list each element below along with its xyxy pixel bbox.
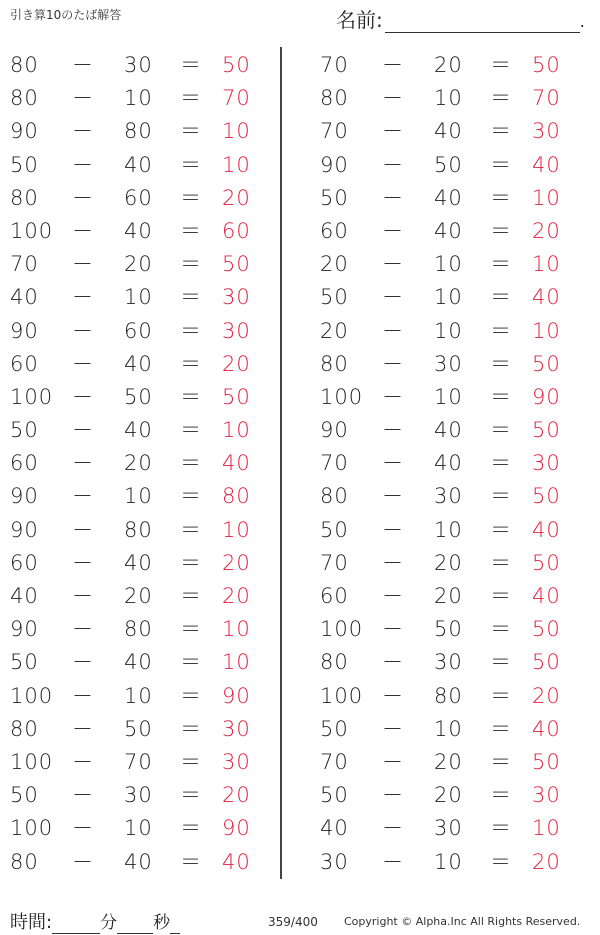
answer: 30 xyxy=(532,119,561,144)
subtrahend: 30 xyxy=(434,351,463,376)
name-blank-line xyxy=(385,12,580,33)
minus-sign: － xyxy=(72,816,94,841)
answer: 10 xyxy=(222,517,251,542)
minuend: 80 xyxy=(10,185,39,210)
equals-sign: ＝ xyxy=(180,318,202,343)
subtrahend: 20 xyxy=(124,451,153,476)
subtrahend: 30 xyxy=(124,783,153,808)
answer: 10 xyxy=(532,318,561,343)
subtrahend: 10 xyxy=(434,384,463,409)
minus-sign: － xyxy=(72,185,94,210)
minuend: 50 xyxy=(320,285,349,310)
equals-sign: ＝ xyxy=(180,53,202,77)
equals-sign: ＝ xyxy=(180,451,202,476)
minus-sign: － xyxy=(72,783,94,808)
answer: 20 xyxy=(532,849,561,874)
minus-sign: － xyxy=(72,716,94,741)
subtrahend: 50 xyxy=(124,716,153,741)
minuend: 100 xyxy=(10,384,54,409)
subtrahend: 20 xyxy=(124,252,153,277)
minuend: 50 xyxy=(10,650,39,675)
minus-sign: － xyxy=(72,484,94,509)
minus-sign: － xyxy=(382,849,404,874)
minuend: 100 xyxy=(10,816,54,841)
equals-sign: ＝ xyxy=(180,119,202,144)
equals-sign: ＝ xyxy=(180,218,202,243)
subtrahend: 50 xyxy=(124,384,153,409)
seconds-tail-blank xyxy=(170,913,180,934)
minus-sign: － xyxy=(72,119,94,144)
minuend: 20 xyxy=(320,252,349,277)
minuend: 70 xyxy=(10,252,39,277)
equals-sign: ＝ xyxy=(490,418,512,443)
minuend: 50 xyxy=(10,418,39,443)
answer: 50 xyxy=(222,384,251,409)
answer: 20 xyxy=(222,185,251,210)
answer: 50 xyxy=(532,418,561,443)
answer: 20 xyxy=(222,783,251,808)
minus-sign: － xyxy=(382,451,404,476)
subtrahend: 40 xyxy=(124,650,153,675)
minuend: 70 xyxy=(320,451,349,476)
answer: 30 xyxy=(222,749,251,774)
subtrahend: 40 xyxy=(124,218,153,243)
subtrahend: 50 xyxy=(434,152,463,177)
subtrahend: 10 xyxy=(124,86,153,111)
answer: 30 xyxy=(222,318,251,343)
minuend: 20 xyxy=(320,318,349,343)
answer: 10 xyxy=(222,152,251,177)
minus-sign: － xyxy=(72,252,94,277)
minuend: 80 xyxy=(320,484,349,509)
answer: 50 xyxy=(532,749,561,774)
equals-sign: ＝ xyxy=(490,451,512,476)
minus-sign: － xyxy=(382,617,404,642)
minus-sign: － xyxy=(382,517,404,542)
minuend: 90 xyxy=(320,152,349,177)
minuend: 60 xyxy=(320,584,349,608)
time-field xyxy=(10,908,180,934)
minuend: 90 xyxy=(10,318,39,343)
minuend: 80 xyxy=(320,86,349,111)
copyright: Copyright © Alpha.Inc All Rights Reserved. xyxy=(344,915,581,928)
subtrahend: 20 xyxy=(434,749,463,774)
minus-sign: － xyxy=(72,285,94,310)
equals-sign: ＝ xyxy=(490,119,512,144)
subtrahend: 80 xyxy=(434,683,463,708)
equals-sign: ＝ xyxy=(180,252,202,277)
minuend: 90 xyxy=(10,119,39,144)
subtrahend: 40 xyxy=(434,119,463,144)
answer: 40 xyxy=(532,285,561,310)
minuend: 100 xyxy=(320,617,364,642)
answer: 50 xyxy=(222,53,251,77)
minutes-unit: 分 xyxy=(100,913,118,933)
minus-sign: － xyxy=(72,152,94,177)
subtrahend: 20 xyxy=(124,584,153,608)
minuend: 70 xyxy=(320,53,349,77)
subtrahend: 10 xyxy=(434,517,463,542)
equals-sign: ＝ xyxy=(180,584,202,608)
equals-sign: ＝ xyxy=(490,218,512,243)
minuend: 50 xyxy=(10,152,39,177)
equals-sign: ＝ xyxy=(490,384,512,409)
equals-sign: ＝ xyxy=(490,716,512,741)
equals-sign: ＝ xyxy=(180,418,202,443)
minuend: 40 xyxy=(10,584,39,608)
minus-sign: － xyxy=(382,384,404,409)
minuend: 100 xyxy=(10,683,54,708)
equals-sign: ＝ xyxy=(490,318,512,343)
subtrahend: 60 xyxy=(124,318,153,343)
equals-sign: ＝ xyxy=(180,517,202,542)
equals-sign: ＝ xyxy=(180,152,202,177)
worksheet-title: 引き算10のたば解答 xyxy=(10,8,122,22)
subtrahend: 10 xyxy=(124,285,153,310)
subtrahend: 30 xyxy=(434,816,463,841)
equals-sign: ＝ xyxy=(180,550,202,575)
equals-sign: ＝ xyxy=(490,351,512,376)
minuend: 40 xyxy=(10,285,39,310)
subtrahend: 10 xyxy=(434,285,463,310)
minus-sign: － xyxy=(382,783,404,808)
subtrahend: 10 xyxy=(434,318,463,343)
answer: 70 xyxy=(222,86,251,111)
minuend: 80 xyxy=(320,351,349,376)
subtrahend: 40 xyxy=(434,451,463,476)
answer: 90 xyxy=(222,683,251,708)
minus-sign: － xyxy=(72,683,94,708)
equals-sign: ＝ xyxy=(180,716,202,741)
name-label: 名前: xyxy=(336,8,383,32)
equals-sign: ＝ xyxy=(180,484,202,509)
answer: 10 xyxy=(222,617,251,642)
equals-sign: ＝ xyxy=(180,617,202,642)
equals-sign: ＝ xyxy=(490,86,512,111)
equals-sign: ＝ xyxy=(180,285,202,310)
answer: 20 xyxy=(222,351,251,376)
equals-sign: ＝ xyxy=(490,484,512,509)
subtrahend: 20 xyxy=(434,53,463,77)
page-number: 359/400 xyxy=(268,915,318,929)
equals-sign: ＝ xyxy=(490,683,512,708)
answer: 50 xyxy=(532,53,561,77)
subtrahend: 20 xyxy=(434,783,463,808)
minuend: 80 xyxy=(10,53,39,77)
minus-sign: － xyxy=(382,318,404,343)
column-divider xyxy=(280,47,282,879)
subtrahend: 10 xyxy=(434,716,463,741)
equals-sign: ＝ xyxy=(180,86,202,111)
equals-sign: ＝ xyxy=(180,384,202,409)
answer: 10 xyxy=(222,418,251,443)
subtrahend: 20 xyxy=(434,550,463,575)
minus-sign: － xyxy=(72,218,94,243)
answer: 40 xyxy=(532,716,561,741)
minutes-blank xyxy=(52,913,100,934)
minus-sign: － xyxy=(382,716,404,741)
answer: 30 xyxy=(222,285,251,310)
equals-sign: ＝ xyxy=(490,517,512,542)
equals-sign: ＝ xyxy=(180,185,202,210)
minus-sign: － xyxy=(382,683,404,708)
answer: 40 xyxy=(532,584,561,608)
minus-sign: － xyxy=(382,418,404,443)
answer: 20 xyxy=(222,550,251,575)
minuend: 60 xyxy=(10,550,39,575)
minus-sign: － xyxy=(72,418,94,443)
answer: 10 xyxy=(532,816,561,841)
equals-sign: ＝ xyxy=(490,650,512,675)
subtrahend: 80 xyxy=(124,617,153,642)
answer: 80 xyxy=(222,484,251,509)
subtrahend: 10 xyxy=(434,849,463,874)
minus-sign: － xyxy=(382,285,404,310)
subtrahend: 40 xyxy=(434,185,463,210)
subtrahend: 40 xyxy=(434,218,463,243)
minuend: 100 xyxy=(10,749,54,774)
subtrahend: 10 xyxy=(434,86,463,111)
minus-sign: － xyxy=(72,584,94,608)
equals-sign: ＝ xyxy=(490,285,512,310)
equals-sign: ＝ xyxy=(490,550,512,575)
minus-sign: － xyxy=(72,318,94,343)
subtrahend: 40 xyxy=(124,152,153,177)
minuend: 80 xyxy=(10,849,39,874)
answer: 20 xyxy=(222,584,251,608)
subtrahend: 10 xyxy=(124,683,153,708)
equals-sign: ＝ xyxy=(490,783,512,808)
equals-sign: ＝ xyxy=(180,650,202,675)
subtrahend: 20 xyxy=(434,584,463,608)
answer: 50 xyxy=(532,650,561,675)
minuend: 50 xyxy=(320,716,349,741)
equals-sign: ＝ xyxy=(490,749,512,774)
subtrahend: 80 xyxy=(124,517,153,542)
answer: 40 xyxy=(222,849,251,874)
minuend: 90 xyxy=(10,617,39,642)
minuend: 80 xyxy=(320,650,349,675)
equals-sign: ＝ xyxy=(490,584,512,608)
subtrahend: 70 xyxy=(124,749,153,774)
minus-sign: － xyxy=(382,650,404,675)
minus-sign: － xyxy=(72,351,94,376)
minuend: 80 xyxy=(10,86,39,111)
subtrahend: 80 xyxy=(124,119,153,144)
answer: 90 xyxy=(532,384,561,409)
minus-sign: － xyxy=(72,451,94,476)
minuend: 50 xyxy=(320,783,349,808)
minuend: 100 xyxy=(10,218,54,243)
equals-sign: ＝ xyxy=(490,816,512,841)
answer: 50 xyxy=(532,351,561,376)
equals-sign: ＝ xyxy=(490,252,512,277)
equals-sign: ＝ xyxy=(490,152,512,177)
equals-sign: ＝ xyxy=(180,351,202,376)
subtrahend: 40 xyxy=(124,351,153,376)
minus-sign: － xyxy=(382,152,404,177)
subtrahend: 40 xyxy=(124,418,153,443)
minuend: 80 xyxy=(10,716,39,741)
minus-sign: － xyxy=(382,53,404,77)
equals-sign: ＝ xyxy=(490,617,512,642)
minuend: 50 xyxy=(320,185,349,210)
minus-sign: － xyxy=(72,53,94,77)
minus-sign: － xyxy=(382,550,404,575)
minuend: 100 xyxy=(320,683,364,708)
minuend: 60 xyxy=(320,218,349,243)
equals-sign: ＝ xyxy=(490,53,512,77)
minus-sign: － xyxy=(72,617,94,642)
minus-sign: － xyxy=(72,384,94,409)
minuend: 50 xyxy=(320,517,349,542)
answer: 40 xyxy=(222,451,251,476)
answer: 30 xyxy=(532,451,561,476)
minus-sign: － xyxy=(382,86,404,111)
answer: 10 xyxy=(222,650,251,675)
seconds-blank xyxy=(117,913,153,934)
answer: 10 xyxy=(532,252,561,277)
subtrahend: 30 xyxy=(434,484,463,509)
subtrahend: 10 xyxy=(124,816,153,841)
minuend: 60 xyxy=(10,351,39,376)
equals-sign: ＝ xyxy=(180,816,202,841)
minus-sign: － xyxy=(72,550,94,575)
minuend: 50 xyxy=(10,783,39,808)
answer: 20 xyxy=(532,683,561,708)
subtrahend: 50 xyxy=(434,617,463,642)
answer: 50 xyxy=(532,484,561,509)
minus-sign: － xyxy=(382,218,404,243)
subtrahend: 40 xyxy=(124,849,153,874)
answer: 50 xyxy=(532,617,561,642)
minus-sign: － xyxy=(72,650,94,675)
minuend: 70 xyxy=(320,119,349,144)
minuend: 100 xyxy=(320,384,364,409)
answer: 70 xyxy=(532,86,561,111)
minus-sign: － xyxy=(72,749,94,774)
equals-sign: ＝ xyxy=(180,849,202,874)
minuend: 90 xyxy=(10,484,39,509)
minuend: 70 xyxy=(320,550,349,575)
minus-sign: － xyxy=(382,749,404,774)
equals-sign: ＝ xyxy=(180,683,202,708)
equals-sign: ＝ xyxy=(180,783,202,808)
answer: 40 xyxy=(532,152,561,177)
minuend: 60 xyxy=(10,451,39,476)
subtrahend: 40 xyxy=(124,550,153,575)
answer: 40 xyxy=(532,517,561,542)
name-dot: . xyxy=(579,12,585,31)
answer: 90 xyxy=(222,816,251,841)
minuend: 70 xyxy=(320,749,349,774)
minuend: 90 xyxy=(320,418,349,443)
minus-sign: － xyxy=(72,86,94,111)
equals-sign: ＝ xyxy=(490,185,512,210)
subtrahend: 60 xyxy=(124,185,153,210)
time-label: 時間: xyxy=(10,912,53,933)
answer: 30 xyxy=(532,783,561,808)
equals-sign: ＝ xyxy=(490,849,512,874)
seconds-unit: 秒 xyxy=(153,913,171,933)
subtrahend: 30 xyxy=(124,53,153,77)
minuend: 90 xyxy=(10,517,39,542)
answer: 50 xyxy=(532,550,561,575)
answer: 50 xyxy=(222,252,251,277)
minus-sign: － xyxy=(382,816,404,841)
minus-sign: － xyxy=(382,351,404,376)
minuend: 30 xyxy=(320,849,349,874)
subtrahend: 40 xyxy=(434,418,463,443)
minuend: 40 xyxy=(320,816,349,841)
subtrahend: 30 xyxy=(434,650,463,675)
minus-sign: － xyxy=(72,517,94,542)
answer: 10 xyxy=(222,119,251,144)
answer: 10 xyxy=(532,185,561,210)
minus-sign: － xyxy=(382,584,404,608)
minus-sign: － xyxy=(382,484,404,509)
minus-sign: － xyxy=(382,252,404,277)
answer: 60 xyxy=(222,218,251,243)
answer: 20 xyxy=(532,218,561,243)
subtrahend: 10 xyxy=(434,252,463,277)
answer: 30 xyxy=(222,716,251,741)
minus-sign: － xyxy=(382,185,404,210)
minus-sign: － xyxy=(72,849,94,874)
subtrahend: 10 xyxy=(124,484,153,509)
minus-sign: － xyxy=(382,119,404,144)
equals-sign: ＝ xyxy=(180,749,202,774)
name-field xyxy=(336,4,585,33)
